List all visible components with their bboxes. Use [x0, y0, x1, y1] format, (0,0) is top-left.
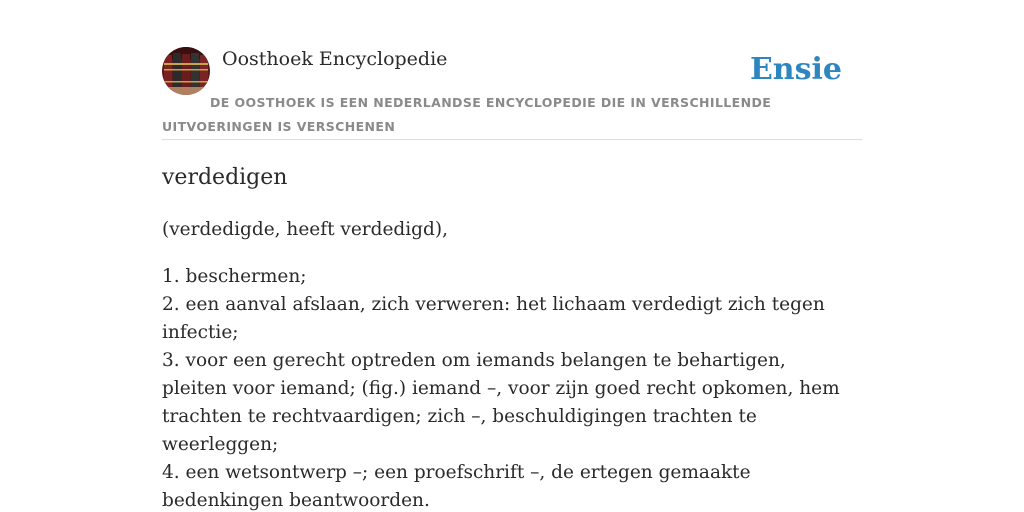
- encyclopedia-books-icon[interactable]: [162, 47, 210, 95]
- header: [162, 44, 862, 140]
- entry-forms: (verdedigde, heeft verdedigd),: [162, 219, 448, 240]
- site-title[interactable]: Oosthoek Encyclopedie: [222, 48, 448, 70]
- tagline: DE OOSTHOEK IS EEN NEDERLANDSE ENCYCLOPEDIE DIE IN VERSCHILLENDE UITVOERINGEN IS VERSCHENEN: [162, 95, 772, 134]
- definition-item: 2. een aanval afslaan, zich verweren: het lichaam verdedigt zich tegen infectie;: [162, 294, 825, 343]
- entry-card: [162, 44, 862, 511]
- definition-list: [162, 263, 852, 512]
- entry-term: verdedigen: [162, 165, 288, 190]
- definition-item: 3. voor een gerecht optreden om iemands belangen te behartigen, pleiten voor iemand; (fig.) iemand –, voor zijn goed recht opkomen, hem trachten te rechtvaardigen; zich –, beschuldigingen trachten te weerleggen;: [162, 350, 840, 455]
- definition-item: 4. een wetsontwerp –; een proefschrift –, de ertegen gemaakte bedenkingen beantwoorden.: [162, 462, 751, 511]
- definition-item: 1. beschermen;: [162, 266, 307, 287]
- brand-logo[interactable]: Ensie: [749, 52, 842, 87]
